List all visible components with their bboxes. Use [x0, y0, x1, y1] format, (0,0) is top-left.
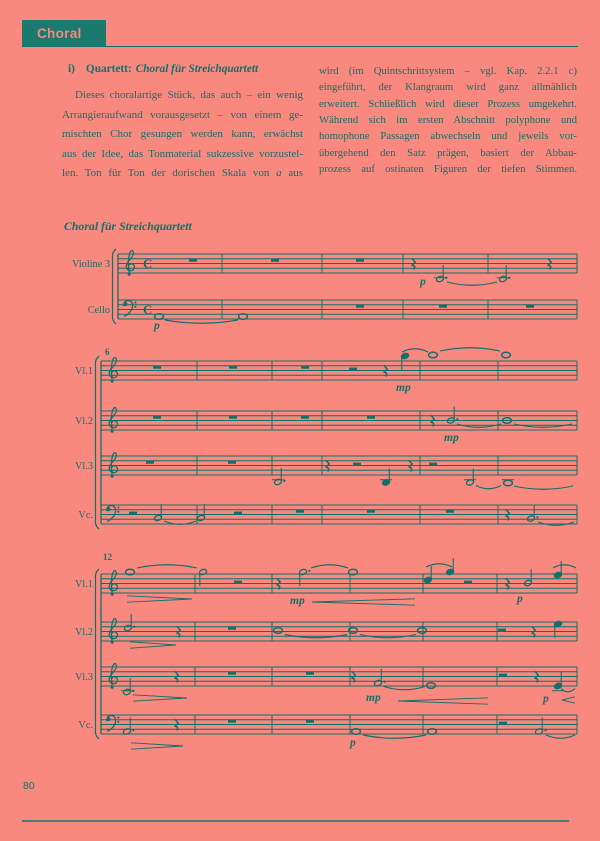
text-line: mischten Chor gesungen werden kann, erwächst: [62, 128, 303, 141]
staff-vc-: [78, 504, 577, 525]
staff-vl-2: [75, 614, 577, 648]
system-2: [75, 347, 577, 529]
svg-text:p: p: [420, 276, 426, 288]
staff-cello: [88, 300, 577, 332]
svg-text:p: p: [543, 693, 549, 705]
staff-label: Vl.1: [74, 579, 93, 590]
staff-vl-2: [75, 407, 577, 445]
staff-violine-3: [72, 251, 577, 288]
staff-label: Violine 3: [72, 259, 110, 270]
staff-label: Vl.1: [74, 366, 93, 377]
text-line: wird (im Quintschrittsystem – vgl. Kap. 2.2.1 c): [319, 65, 577, 77]
staff-vl-3: [75, 453, 577, 490]
right-text-column: [319, 63, 577, 177]
page-number: 80: [23, 780, 35, 792]
heading-label: Quartett:: [85, 63, 132, 75]
header-rule: [22, 46, 578, 47]
heading-work-title: Choral für Streichquartett: [135, 63, 259, 75]
svg-text:6: 6: [105, 347, 110, 357]
staff-vl-3: [75, 664, 577, 705]
text-line: len. Ton für Ton der dorischen Skala von a aus: [62, 167, 303, 180]
svg-text:p: p: [350, 737, 356, 749]
text-line: Während sich im ersten Abschnitt polyphone und: [319, 114, 577, 127]
staff-label: Vl.3: [74, 672, 93, 683]
svg-text:C: C: [143, 301, 153, 317]
text-line: erweitert. Schließlich wird dieser Prozess umgekehrt.: [319, 97, 577, 110]
staff-label: Vl.3: [74, 461, 93, 472]
text-line: Arrangieraufwand vorausgesetzt – von einem ge-: [62, 108, 303, 121]
svg-text:p: p: [517, 593, 523, 605]
chapter-tab: [22, 20, 106, 47]
svg-text:C: C: [143, 255, 153, 271]
system-3: [75, 552, 577, 749]
chapter-tab-label: Choral: [37, 26, 82, 41]
heading-index: i): [68, 63, 75, 75]
score-title: Choral für Streichquartett: [64, 219, 192, 233]
text-line: aus der Idee, das Tonmaterial sukzessive vorzustel-: [62, 147, 303, 160]
text-line: Dieses choralartige Stück, das auch – ein wenig: [75, 89, 303, 101]
staff-label: Vc.: [78, 720, 93, 731]
staff-label: Vl.2: [74, 627, 93, 638]
svg-text:mp: mp: [290, 595, 305, 607]
text-line: eingeführt, der Klangraum wird ganz allmählich: [319, 81, 577, 94]
footer-rule: [22, 820, 569, 822]
left-text-column: [62, 86, 303, 184]
staff-vl-1: [75, 348, 577, 394]
svg-text:mp: mp: [444, 432, 459, 444]
svg-text:12: 12: [103, 552, 112, 562]
svg-text:p: p: [154, 320, 160, 332]
staff-label: Vl.2: [74, 416, 93, 427]
text-line: übergehend den Satz prägen, basiert der Abbau-: [319, 146, 577, 159]
staff-label: Cello: [87, 305, 110, 316]
staff-vc-: [78, 715, 577, 749]
svg-text:mp: mp: [396, 382, 411, 394]
svg-text:mp: mp: [366, 692, 381, 704]
system-1: [72, 249, 577, 332]
staff-vl-1: [75, 558, 577, 607]
staff-label: Vc.: [78, 510, 93, 521]
text-line: prozess auf ostinaten Figuren der tiefen Stimmen.: [319, 163, 577, 176]
section-heading: [68, 63, 318, 75]
text-line: homophone Passagen abwechseln und jeweils vor-: [319, 130, 577, 143]
